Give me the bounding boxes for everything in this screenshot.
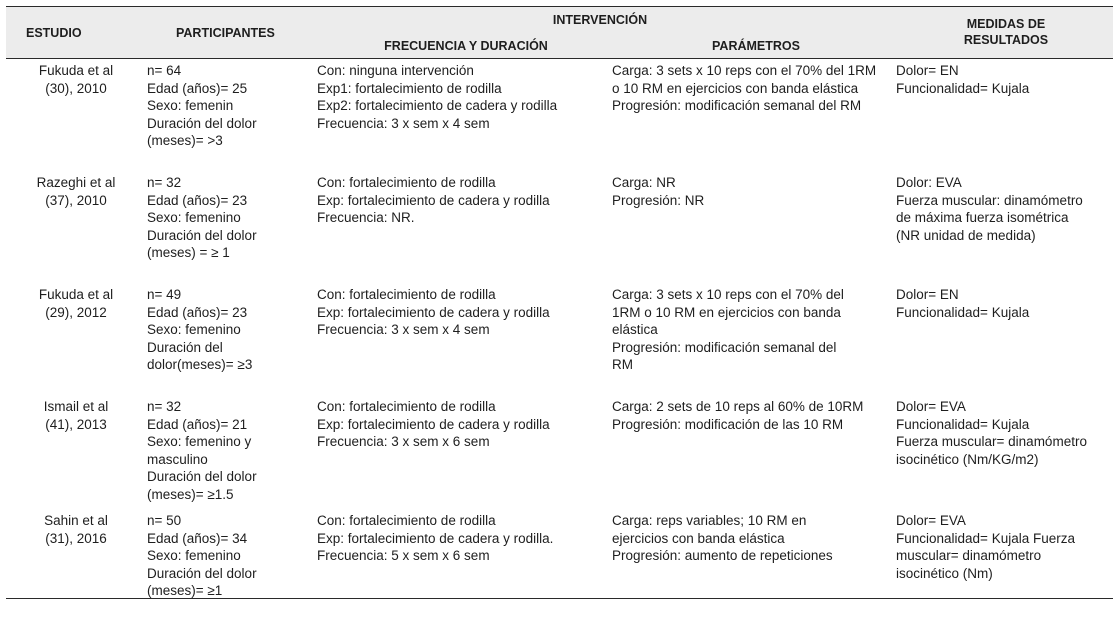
cell-participantes: n= 32 Edad (años)= 23 Sexo: femenino Duración del dolor (meses) = ≥ 1 bbox=[147, 175, 257, 261]
cell-frecuencia: Con: fortalecimiento de rodilla Exp: fortalecimiento de cadera y rodilla Frecuencia: 3 x sem x 4 sem bbox=[317, 287, 550, 338]
cell-participantes: n= 49 Edad (años)= 23 Sexo: femenino Duración del dolor(meses)= ≥3 bbox=[147, 287, 253, 373]
cell-frecuencia: Con: fortalecimiento de rodilla Exp: fortalecimiento de cadera y rodilla. Frecuencia: 5 x sem x 6 sem bbox=[317, 513, 554, 564]
cell-frecuencia: Con: ninguna intervención Exp1: fortalecimiento de rodilla Exp2: fortalecimiento de cadera y rodilla Frecuencia: 3 x sem x 4 sem bbox=[317, 63, 558, 131]
cell-parametros: Carga: 3 sets x 10 reps con el 70% del 1RM o 10 RM en ejercicios con banda elástica Progresión: modificación semanal del RM bbox=[612, 63, 877, 114]
header-intervencion: INTERVENCIÓN bbox=[552, 13, 648, 27]
header-parametros: PARÁMETROS bbox=[712, 39, 800, 53]
cell-estudio: Fukuda et al (29), 2012 bbox=[38, 287, 114, 320]
header-frecuencia-duracion: FRECUENCIA Y DURACIÓN bbox=[384, 39, 548, 53]
cell-participantes: n= 50 Edad (años)= 34 Sexo: femenino Duración del dolor (meses)= ≥1 bbox=[147, 513, 257, 599]
cell-medidas: Dolor= EN Funcionalidad= Kujala bbox=[896, 287, 1030, 320]
cell-medidas: Dolor: EVA Fuerza muscular: dinamómetro de máxima fuerza isométrica (NR unidad de medida) bbox=[896, 175, 1083, 243]
cell-medidas: Dolor= EVA Funcionalidad= Kujala Fuerza muscular= dinamómetro isocinético (Nm/KG/m2) bbox=[896, 399, 1087, 467]
cell-parametros: Carga: reps variables; 10 RM en ejercicios con banda elástica Progresión: aumento de repeticiones bbox=[612, 513, 833, 564]
cell-estudio: Razeghi et al (37), 2010 bbox=[36, 175, 116, 208]
cell-medidas: Dolor= EVA Funcionalidad= Kujala Fuerza muscular= dinamómetro isocinético (Nm) bbox=[896, 513, 1075, 581]
cell-participantes: n= 64 Edad (años)= 25 Sexo: femenin Duración del dolor (meses)= >3 bbox=[147, 63, 257, 149]
table-row bbox=[6, 398, 1113, 512]
cell-parametros: Carga: 2 sets de 10 reps al 60% de 10RM Progresión: modificación de las 10 RM bbox=[612, 399, 864, 432]
cell-estudio: Ismail et al (41), 2013 bbox=[43, 399, 109, 432]
cell-parametros: Carga: NR Progresión: NR bbox=[612, 175, 705, 208]
table-row bbox=[6, 512, 1113, 624]
cell-medidas: Dolor= EN Funcionalidad= Kujala bbox=[896, 63, 1030, 96]
cell-participantes: n= 32 Edad (años)= 21 Sexo: femenino y masculino Duración del dolor (meses)= ≥1.5 bbox=[147, 399, 257, 502]
cell-estudio: Sahin et al (31), 2016 bbox=[44, 513, 108, 546]
cell-estudio: Fukuda et al (30), 2010 bbox=[38, 63, 114, 96]
cell-frecuencia: Con: fortalecimiento de rodilla Exp: fortalecimiento de cadera y rodilla Frecuencia: 3 x sem x 6 sem bbox=[317, 399, 550, 450]
cell-frecuencia: Con: fortalecimiento de rodilla Exp: fortalecimiento de cadera y rodilla Frecuencia: NR. bbox=[317, 175, 550, 226]
cell-parametros: Carga: 3 sets x 10 reps con el 70% del 1RM o 10 RM en ejercicios con banda elástica Progresión: modificación semanal del RM bbox=[612, 287, 844, 373]
header-participantes: PARTICIPANTES bbox=[176, 26, 275, 40]
table-row bbox=[6, 62, 1113, 174]
table-row bbox=[6, 286, 1113, 398]
header-medidas-resultados: MEDIDAS DE RESULTADOS bbox=[963, 17, 1049, 47]
header-estudio: ESTUDIO bbox=[26, 26, 82, 40]
bottom-rule bbox=[6, 598, 1113, 599]
table-row bbox=[6, 174, 1113, 286]
table-header bbox=[6, 6, 1113, 59]
table-body bbox=[6, 62, 1113, 624]
